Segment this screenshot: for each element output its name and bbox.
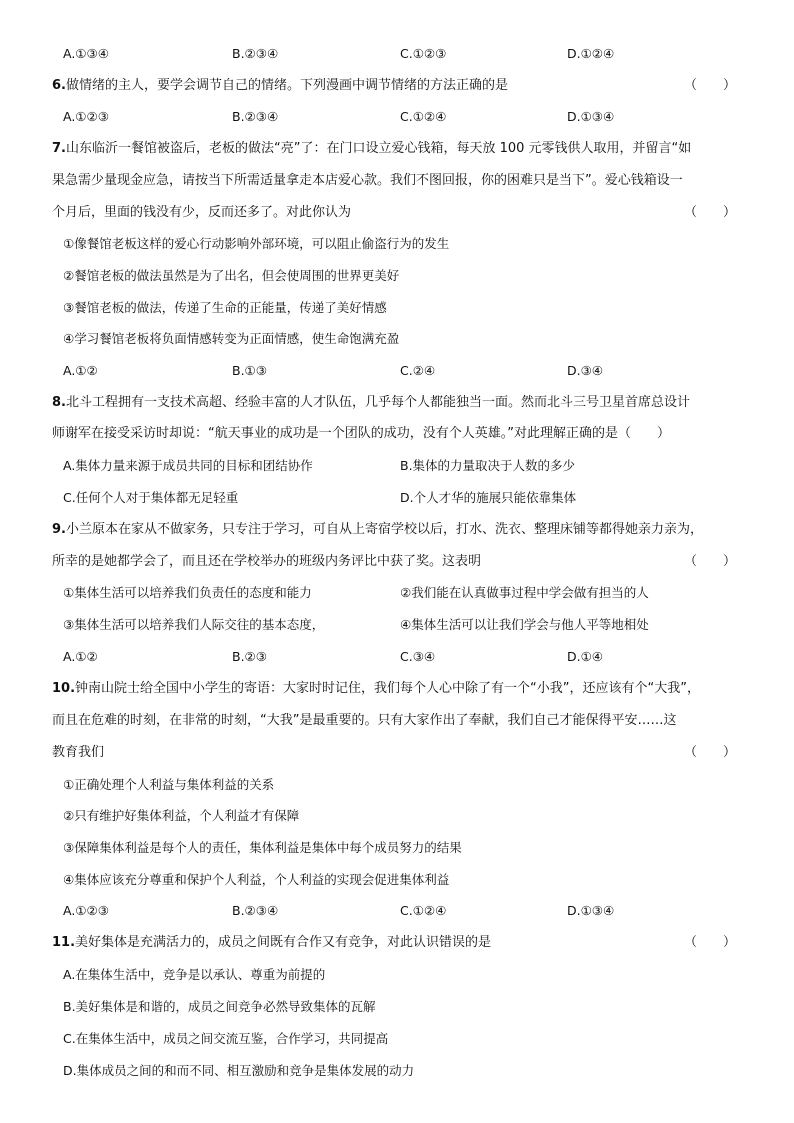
- option-d[interactable]: D.③④: [567, 363, 604, 378]
- statement-1: ①像餐馆老板这样的爱心行动影响外部环境，可以阻止偷盗行为的发生: [63, 236, 450, 251]
- question-number: 7.: [52, 141, 66, 156]
- option-b[interactable]: B.集体的力量取决于人数的多少: [400, 458, 576, 473]
- question-10-stem-line-1: [52, 679, 742, 699]
- statement-4: ④学习餐馆老板将负面情感转变为正面情感，使生命饱满充盈: [63, 331, 400, 346]
- option-d[interactable]: D.①③④: [567, 903, 615, 918]
- option-b[interactable]: B.②③④: [232, 903, 279, 918]
- question-10-stem-line-2: 而且在危难的时刻，在非常的时刻，“大我”是最重要的。只有大家作出了奉献，我们自己才能保得平安……这: [52, 713, 677, 728]
- option-a[interactable]: A.在集体生活中，竞争是以承认、尊重为前提的: [63, 967, 326, 982]
- option-b[interactable]: B.②③: [232, 649, 267, 664]
- statement-1: ①正确处理个人利益与集体利益的关系: [63, 777, 275, 792]
- question-text: 山东临沂一餐馆被盗后，老板的做法“亮”了：在门口设立爱心钱箱，每天放 100 元零钱供人取用，并留言“如: [65, 141, 692, 156]
- option-a[interactable]: A.①②③: [63, 903, 109, 918]
- question-6-stem: [52, 76, 742, 96]
- answer-paren[interactable]: （ ）: [683, 554, 736, 569]
- question-text: 做情绪的主人，要学会调节自己的情绪。下列漫画中调节情绪的方法正确的是: [65, 78, 508, 93]
- statement-3: ③集体生活可以培养我们人际交往的基本态度，: [63, 617, 325, 632]
- option-c[interactable]: C.②④: [400, 363, 436, 378]
- option-b[interactable]: B.①③: [232, 363, 267, 378]
- answer-paren[interactable]: （ ）: [683, 205, 736, 220]
- option-a[interactable]: A.①②: [63, 649, 98, 664]
- statement-4: ④集体应该充分尊重和保护个人利益，个人利益的实现会促进集体利益: [63, 872, 450, 887]
- question-text: 个月后，里面的钱没有少，反而还多了。对此你认为: [52, 205, 352, 220]
- statement-3: ③保障集体利益是每个人的责任，集体利益是集体中每个成员努力的结果: [63, 840, 462, 855]
- question-number: 11.: [52, 935, 76, 950]
- question-9-stem-line-1: [52, 520, 742, 540]
- statement-3: ③餐馆老板的做法，传递了生命的正能量，传递了美好情感: [63, 300, 387, 315]
- statement-2: ②餐馆老板的做法虽然是为了出名，但会使周围的世界更美好: [63, 268, 400, 283]
- question-text: 美好集体是充满活力的，成员之间既有合作又有竞争，对此认识错误的是: [75, 935, 492, 950]
- question-7-stem-line-1: [52, 139, 742, 159]
- option-a[interactable]: A.①②: [63, 363, 98, 378]
- question-number: 9.: [52, 522, 66, 537]
- question-text: 教育我们: [52, 745, 105, 760]
- option-d[interactable]: D.①②④: [567, 46, 615, 61]
- question-text: 北斗工程拥有一支技术高超、经验丰富的人才队伍，几乎每个人都能独当一面。然而北斗三号卫星首席总设计: [65, 395, 690, 410]
- statement-2: ②只有维护好集体利益，个人利益才有保障: [63, 808, 300, 823]
- answer-paren[interactable]: （ ）: [683, 935, 736, 950]
- question-text: 小兰原本在家从不做家务，只专注于学习，可自从上寄宿学校以后，打水、洗衣、整理床铺等都得她亲力亲为，: [65, 522, 703, 537]
- option-d[interactable]: D.①④: [567, 649, 604, 664]
- option-d[interactable]: D.个人才华的施展只能依靠集体: [400, 490, 577, 505]
- question-11-stem: [52, 933, 742, 953]
- answer-paren[interactable]: （ ）: [683, 745, 736, 760]
- option-c[interactable]: C.任何个人对于集体都无足轻重: [63, 490, 239, 505]
- option-a[interactable]: A.①②③: [63, 109, 109, 124]
- question-number: 8.: [52, 395, 66, 410]
- option-d[interactable]: D.①③④: [567, 109, 615, 124]
- option-c[interactable]: C.③④: [400, 649, 436, 664]
- question-8-stem-line-1: [52, 393, 742, 413]
- question-number: 10.: [52, 681, 76, 696]
- question-9-stem-line-2: [52, 552, 742, 572]
- option-b[interactable]: B.美好集体是和谐的，成员之间竞争必然导致集体的瓦解: [63, 999, 376, 1014]
- statement-4: ④集体生活可以让我们学会与他人平等地相处: [400, 617, 649, 632]
- option-c[interactable]: C.①②④: [400, 903, 447, 918]
- question-number: 6.: [52, 78, 66, 93]
- option-a[interactable]: A.①③④: [63, 46, 109, 61]
- option-c[interactable]: C.①②④: [400, 109, 447, 124]
- option-b[interactable]: B.②③④: [232, 46, 279, 61]
- question-10-stem-line-3: [52, 743, 742, 763]
- option-d[interactable]: D.集体成员之间的和而不同、相互激励和竞争是集体发展的动力: [63, 1063, 415, 1078]
- option-b[interactable]: B.②③④: [232, 109, 279, 124]
- answer-paren[interactable]: （ ）: [683, 78, 736, 93]
- question-7-stem-line-2: 果急需少量现金应急，请按当下所需适量拿走本店爱心款。我们不图回报，你的困难只是当下”。爱心钱箱设一: [52, 173, 683, 188]
- question-text: 钟南山院士给全国中小学生的寄语：大家时时记住，我们每个人心中除了有一个“小我”，还应该有个“大我”，: [75, 681, 700, 696]
- option-a[interactable]: A.集体力量来源于成员共同的目标和团结协作: [63, 458, 313, 473]
- question-text: 所幸的是她都学会了，而且还在学校举办的班级内务评比中获了奖。这表明: [52, 554, 482, 569]
- option-c[interactable]: C.在集体生活中，成员之间交流互鉴，合作学习，共同提高: [63, 1031, 389, 1046]
- statement-2: ②我们能在认真做事过程中学会做有担当的人: [400, 585, 649, 600]
- statement-1: ①集体生活可以培养我们负责任的态度和能力: [63, 585, 312, 600]
- question-8-stem-line-2: 师谢军在接受采访时却说：“航天事业的成功是一个团队的成功，没有个人英雄。”对此理解正确的是（ ）: [52, 426, 670, 441]
- option-c[interactable]: C.①②③: [400, 46, 447, 61]
- question-7-stem-line-3: [52, 203, 742, 223]
